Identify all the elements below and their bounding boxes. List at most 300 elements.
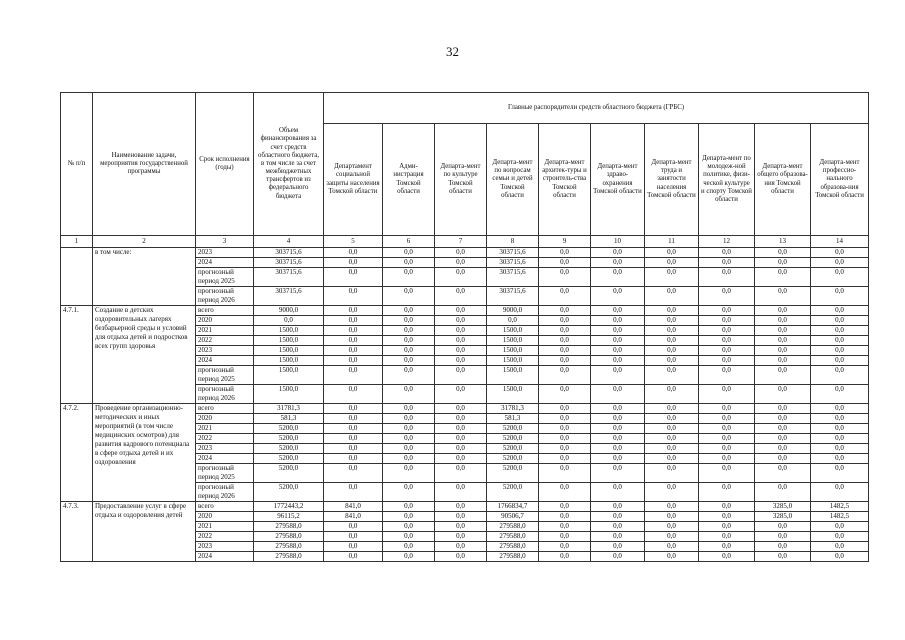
period-cell: 2023	[196, 542, 254, 552]
grbs-amount-cell: 0,0	[699, 316, 755, 326]
total-amount-cell: 1500,0	[254, 346, 324, 356]
grbs-amount-cell: 0,0	[591, 316, 645, 326]
grbs-amount-cell: 0,0	[435, 366, 487, 385]
grbs-amount-cell: 0,0	[699, 502, 755, 512]
grbs-amount-cell: 581,3	[487, 414, 539, 424]
grbs-amount-cell: 0,0	[539, 522, 591, 532]
grbs-amount-cell: 0,0	[645, 326, 699, 336]
grbs-amount-cell: 0,0	[591, 385, 645, 404]
grbs-amount-cell: 0,0	[435, 248, 487, 258]
grbs-amount-cell: 0,0	[645, 424, 699, 434]
grbs-amount-cell: 0,0	[755, 316, 811, 326]
grbs-amount-cell: 0,0	[539, 502, 591, 512]
column-number: 4	[254, 236, 324, 248]
grbs-amount-cell: 0,0	[539, 424, 591, 434]
grbs-amount-cell: 0,0	[487, 316, 539, 326]
grbs-amount-cell: 0,0	[755, 522, 811, 532]
grbs-amount-cell: 0,0	[591, 326, 645, 336]
item-number	[61, 248, 93, 306]
grbs-amount-cell: 0,0	[324, 268, 383, 287]
grbs-amount-cell: 0,0	[324, 258, 383, 268]
column-number: 13	[755, 236, 811, 248]
column-number: 6	[383, 236, 435, 248]
period-cell: 2022	[196, 434, 254, 444]
period-cell: 2024	[196, 454, 254, 464]
column-number: 12	[699, 236, 755, 248]
grbs-amount-cell: 0,0	[539, 454, 591, 464]
grbs-amount-cell: 0,0	[539, 316, 591, 326]
period-cell: прогнозный период 2026	[196, 287, 254, 306]
grbs-amount-cell: 0,0	[645, 366, 699, 385]
item-number: 4.7.1.	[61, 306, 93, 404]
item-name: Проведение организационно-методических и иных мероприятий (в том числе медицинских осмотров) для развития кадрового потенциала в сфере отдыха детей и их оздоровления	[93, 404, 196, 502]
table-row	[61, 502, 869, 512]
header-grbs: Департа-мент труда и занятости населения Томской области	[645, 124, 699, 236]
grbs-amount-cell: 1500,0	[487, 336, 539, 346]
grbs-amount-cell: 303715,6	[487, 287, 539, 306]
grbs-amount-cell: 0,0	[811, 414, 869, 424]
grbs-amount-cell: 0,0	[645, 306, 699, 316]
grbs-amount-cell: 0,0	[539, 552, 591, 562]
grbs-amount-cell: 0,0	[591, 346, 645, 356]
grbs-amount-cell: 0,0	[811, 306, 869, 316]
grbs-amount-cell: 1482,5	[811, 512, 869, 522]
column-number: 2	[93, 236, 196, 248]
grbs-amount-cell: 841,0	[324, 512, 383, 522]
grbs-amount-cell: 0,0	[755, 346, 811, 356]
header-grbs: Департа-мент по культуре Томской области	[435, 124, 487, 236]
item-name: Создание в детских оздоровительных лагерях безбарьерной среды и условий для отдыха детей и подростков всех групп здоровья	[93, 306, 196, 404]
grbs-amount-cell: 0,0	[591, 434, 645, 444]
grbs-amount-cell: 1500,0	[487, 346, 539, 356]
period-cell: 2024	[196, 258, 254, 268]
grbs-amount-cell: 0,0	[699, 268, 755, 287]
header-grbs-group: Главные распорядители средств областного бюджета (ГРБС)	[324, 93, 869, 124]
grbs-amount-cell: 0,0	[324, 483, 383, 502]
grbs-amount-cell: 0,0	[755, 532, 811, 542]
grbs-amount-cell: 0,0	[435, 414, 487, 424]
grbs-amount-cell: 0,0	[591, 336, 645, 346]
grbs-amount-cell: 9000,0	[487, 306, 539, 316]
total-amount-cell: 303715,6	[254, 268, 324, 287]
grbs-amount-cell: 0,0	[435, 552, 487, 562]
header-grbs: Адми-нистрация Томской области	[383, 124, 435, 236]
header-term: Срок исполнения (годы)	[196, 93, 254, 236]
grbs-amount-cell: 0,0	[811, 464, 869, 483]
period-cell: 2021	[196, 522, 254, 532]
grbs-amount-cell: 0,0	[645, 316, 699, 326]
header-grbs: Департа-мент по вопросам семьи и детей Томской области	[487, 124, 539, 236]
grbs-amount-cell: 0,0	[383, 542, 435, 552]
grbs-amount-cell: 0,0	[755, 385, 811, 404]
grbs-amount-cell: 0,0	[755, 268, 811, 287]
grbs-amount-cell: 0,0	[435, 336, 487, 346]
grbs-amount-cell: 0,0	[324, 287, 383, 306]
grbs-amount-cell: 0,0	[699, 306, 755, 316]
grbs-amount-cell: 0,0	[383, 385, 435, 404]
grbs-amount-cell: 0,0	[811, 248, 869, 258]
total-amount-cell: 96115,2	[254, 512, 324, 522]
grbs-amount-cell: 0,0	[699, 483, 755, 502]
grbs-amount-cell: 0,0	[591, 366, 645, 385]
total-amount-cell: 5200,0	[254, 444, 324, 454]
grbs-amount-cell: 0,0	[435, 542, 487, 552]
grbs-amount-cell: 0,0	[699, 258, 755, 268]
grbs-amount-cell: 0,0	[539, 287, 591, 306]
grbs-amount-cell: 0,0	[811, 336, 869, 346]
grbs-amount-cell: 0,0	[699, 454, 755, 464]
total-amount-cell: 5200,0	[254, 434, 324, 444]
grbs-amount-cell: 0,0	[811, 424, 869, 434]
grbs-amount-cell: 0,0	[699, 532, 755, 542]
grbs-amount-cell: 0,0	[645, 336, 699, 346]
page-number: 32	[446, 44, 459, 59]
grbs-amount-cell: 0,0	[811, 356, 869, 366]
header-grbs: Департа-мент здраво-охранения Томской области	[591, 124, 645, 236]
grbs-amount-cell: 0,0	[435, 454, 487, 464]
header-volume: Объем финансирования за счет средств областного бюджета, в том числе за счет межбюджетных трансфертов из федерального бюджета	[254, 93, 324, 236]
grbs-amount-cell: 0,0	[383, 336, 435, 346]
grbs-amount-cell: 0,0	[755, 454, 811, 464]
grbs-amount-cell: 0,0	[755, 444, 811, 454]
grbs-amount-cell: 1482,5	[811, 502, 869, 512]
grbs-amount-cell: 0,0	[591, 287, 645, 306]
grbs-amount-cell: 0,0	[324, 366, 383, 385]
grbs-amount-cell: 0,0	[811, 326, 869, 336]
grbs-amount-cell: 0,0	[645, 385, 699, 404]
total-amount-cell: 279588,0	[254, 542, 324, 552]
grbs-amount-cell: 0,0	[435, 268, 487, 287]
grbs-amount-cell: 0,0	[539, 366, 591, 385]
period-cell: 2024	[196, 552, 254, 562]
period-cell: 2021	[196, 424, 254, 434]
total-amount-cell: 1500,0	[254, 356, 324, 366]
grbs-amount-cell: 0,0	[539, 326, 591, 336]
grbs-amount-cell: 3285,0	[755, 502, 811, 512]
grbs-amount-cell: 0,0	[591, 464, 645, 483]
column-number: 8	[487, 236, 539, 248]
grbs-amount-cell: 3285,0	[755, 512, 811, 522]
table-body	[61, 248, 869, 562]
grbs-amount-cell: 0,0	[591, 542, 645, 552]
grbs-amount-cell: 0,0	[539, 483, 591, 502]
period-cell: всего	[196, 306, 254, 316]
grbs-amount-cell: 0,0	[645, 356, 699, 366]
total-amount-cell: 279588,0	[254, 532, 324, 542]
grbs-amount-cell: 0,0	[591, 356, 645, 366]
grbs-amount-cell: 0,0	[811, 522, 869, 532]
column-number: 5	[324, 236, 383, 248]
grbs-amount-cell: 0,0	[435, 385, 487, 404]
grbs-amount-cell: 0,0	[539, 464, 591, 483]
grbs-amount-cell: 0,0	[645, 444, 699, 454]
grbs-amount-cell: 1500,0	[487, 356, 539, 366]
grbs-amount-cell: 0,0	[811, 316, 869, 326]
column-number: 10	[591, 236, 645, 248]
grbs-amount-cell: 0,0	[699, 424, 755, 434]
grbs-amount-cell: 0,0	[383, 248, 435, 258]
grbs-amount-cell: 0,0	[383, 346, 435, 356]
grbs-amount-cell: 0,0	[811, 542, 869, 552]
grbs-amount-cell: 0,0	[324, 434, 383, 444]
grbs-amount-cell: 31781,3	[487, 404, 539, 414]
grbs-amount-cell: 0,0	[811, 385, 869, 404]
total-amount-cell: 9000,0	[254, 306, 324, 316]
header-grbs: Департа-мент по молодеж-ной политике, физи-ческой культуре и спорту Томской области	[699, 124, 755, 236]
grbs-amount-cell: 0,0	[699, 552, 755, 562]
grbs-amount-cell: 0,0	[383, 522, 435, 532]
grbs-amount-cell: 0,0	[755, 542, 811, 552]
grbs-amount-cell: 5200,0	[487, 434, 539, 444]
grbs-amount-cell: 0,0	[383, 464, 435, 483]
grbs-amount-cell: 0,0	[591, 512, 645, 522]
grbs-amount-cell: 0,0	[645, 502, 699, 512]
grbs-amount-cell: 0,0	[324, 464, 383, 483]
grbs-amount-cell: 0,0	[591, 414, 645, 424]
grbs-amount-cell: 0,0	[755, 552, 811, 562]
grbs-amount-cell: 1500,0	[487, 326, 539, 336]
grbs-amount-cell: 0,0	[539, 414, 591, 424]
grbs-amount-cell: 1500,0	[487, 366, 539, 385]
period-cell: 2021	[196, 326, 254, 336]
period-cell: прогнозный период 2025	[196, 268, 254, 287]
grbs-amount-cell: 0,0	[811, 552, 869, 562]
grbs-amount-cell: 0,0	[645, 464, 699, 483]
grbs-amount-cell: 5200,0	[487, 444, 539, 454]
grbs-amount-cell: 0,0	[435, 444, 487, 454]
grbs-amount-cell: 0,0	[591, 404, 645, 414]
grbs-amount-cell: 841,0	[324, 502, 383, 512]
total-amount-cell: 5200,0	[254, 483, 324, 502]
grbs-amount-cell: 0,0	[591, 532, 645, 542]
total-amount-cell: 303715,6	[254, 287, 324, 306]
grbs-amount-cell: 0,0	[755, 326, 811, 336]
grbs-amount-cell: 0,0	[591, 454, 645, 464]
column-number: 3	[196, 236, 254, 248]
grbs-amount-cell: 0,0	[539, 356, 591, 366]
grbs-amount-cell: 0,0	[539, 385, 591, 404]
grbs-amount-cell: 0,0	[755, 414, 811, 424]
grbs-amount-cell: 0,0	[699, 522, 755, 532]
grbs-amount-cell: 0,0	[811, 454, 869, 464]
grbs-amount-cell: 0,0	[324, 552, 383, 562]
grbs-amount-cell: 0,0	[755, 483, 811, 502]
grbs-amount-cell: 0,0	[435, 522, 487, 532]
period-cell: 2022	[196, 532, 254, 542]
period-cell: 2024	[196, 356, 254, 366]
grbs-amount-cell: 0,0	[383, 326, 435, 336]
grbs-amount-cell: 0,0	[699, 366, 755, 385]
grbs-amount-cell: 0,0	[645, 483, 699, 502]
grbs-amount-cell: 0,0	[645, 512, 699, 522]
grbs-amount-cell: 0,0	[324, 444, 383, 454]
total-amount-cell: 5200,0	[254, 464, 324, 483]
grbs-amount-cell: 0,0	[383, 434, 435, 444]
grbs-amount-cell: 0,0	[811, 434, 869, 444]
table-row	[61, 404, 869, 414]
grbs-amount-cell: 0,0	[591, 522, 645, 532]
grbs-amount-cell: 0,0	[699, 287, 755, 306]
grbs-amount-cell: 0,0	[383, 287, 435, 306]
grbs-amount-cell: 0,0	[539, 444, 591, 454]
grbs-amount-cell: 0,0	[811, 532, 869, 542]
grbs-amount-cell: 0,0	[755, 336, 811, 346]
grbs-amount-cell: 0,0	[435, 306, 487, 316]
grbs-amount-cell: 0,0	[324, 248, 383, 258]
grbs-amount-cell: 0,0	[811, 404, 869, 414]
period-cell: прогнозный период 2025	[196, 464, 254, 483]
item-name: Предоставление услуг в сфере отдыха и оздоровления детей	[93, 502, 196, 562]
grbs-amount-cell: 0,0	[383, 444, 435, 454]
header-grbs: Департа-мент архитек-туры и строитель-ства Томской области	[539, 124, 591, 236]
grbs-amount-cell: 0,0	[539, 248, 591, 258]
grbs-amount-cell: 0,0	[435, 483, 487, 502]
grbs-amount-cell: 0,0	[645, 522, 699, 532]
grbs-amount-cell: 0,0	[811, 346, 869, 356]
period-cell: 2020	[196, 512, 254, 522]
grbs-amount-cell: 0,0	[324, 454, 383, 464]
grbs-amount-cell: 0,0	[324, 404, 383, 414]
grbs-amount-cell: 0,0	[645, 404, 699, 414]
period-cell: прогнозный период 2026	[196, 483, 254, 502]
grbs-amount-cell: 0,0	[539, 404, 591, 414]
grbs-amount-cell: 0,0	[811, 287, 869, 306]
grbs-amount-cell: 0,0	[324, 306, 383, 316]
grbs-amount-cell: 0,0	[755, 424, 811, 434]
table-row	[61, 248, 869, 258]
total-amount-cell: 303715,6	[254, 248, 324, 258]
grbs-amount-cell: 0,0	[383, 414, 435, 424]
grbs-amount-cell: 303715,6	[487, 248, 539, 258]
grbs-amount-cell: 0,0	[645, 542, 699, 552]
header-grbs: Департамент социальной защиты населения Томской области	[324, 124, 383, 236]
grbs-amount-cell: 0,0	[539, 346, 591, 356]
grbs-amount-cell: 0,0	[591, 424, 645, 434]
grbs-amount-cell: 0,0	[383, 502, 435, 512]
grbs-amount-cell: 1500,0	[487, 385, 539, 404]
period-cell: 2023	[196, 346, 254, 356]
grbs-amount-cell: 303715,6	[487, 268, 539, 287]
column-number: 7	[435, 236, 487, 248]
header-no: № п/п	[61, 93, 93, 236]
grbs-amount-cell: 0,0	[324, 424, 383, 434]
grbs-amount-cell: 0,0	[435, 356, 487, 366]
grbs-amount-cell: 0,0	[539, 306, 591, 316]
grbs-amount-cell: 0,0	[435, 287, 487, 306]
total-amount-cell: 1500,0	[254, 366, 324, 385]
total-amount-cell: 0,0	[254, 316, 324, 326]
grbs-amount-cell: 0,0	[699, 248, 755, 258]
period-cell: всего	[196, 502, 254, 512]
column-numbers-row	[61, 236, 869, 248]
grbs-amount-cell: 0,0	[383, 424, 435, 434]
grbs-amount-cell: 279588,0	[487, 552, 539, 562]
grbs-amount-cell: 279588,0	[487, 522, 539, 532]
grbs-amount-cell: 0,0	[755, 258, 811, 268]
total-amount-cell: 581,3	[254, 414, 324, 424]
table-row	[61, 306, 869, 316]
grbs-amount-cell: 0,0	[435, 512, 487, 522]
grbs-amount-cell: 0,0	[591, 306, 645, 316]
period-cell: прогнозный период 2025	[196, 366, 254, 385]
grbs-amount-cell: 0,0	[811, 366, 869, 385]
grbs-amount-cell: 0,0	[699, 326, 755, 336]
period-cell: 2023	[196, 248, 254, 258]
budget-table	[60, 92, 869, 562]
column-number: 9	[539, 236, 591, 248]
grbs-amount-cell: 0,0	[591, 248, 645, 258]
total-amount-cell: 5200,0	[254, 424, 324, 434]
period-cell: всего	[196, 404, 254, 414]
grbs-amount-cell: 0,0	[383, 356, 435, 366]
grbs-amount-cell: 0,0	[645, 552, 699, 562]
grbs-amount-cell: 0,0	[699, 336, 755, 346]
grbs-amount-cell: 90506,7	[487, 512, 539, 522]
period-cell: 2022	[196, 336, 254, 346]
period-cell: 2020	[196, 316, 254, 326]
header-name: Наименование задачи, мероприятия государственной программы	[93, 93, 196, 236]
grbs-amount-cell: 0,0	[645, 532, 699, 542]
grbs-amount-cell: 279588,0	[487, 532, 539, 542]
grbs-amount-cell: 0,0	[755, 434, 811, 444]
grbs-amount-cell: 0,0	[645, 248, 699, 258]
header-grbs: Департа-мент общего образова-ния Томской области	[755, 124, 811, 236]
grbs-amount-cell: 0,0	[435, 326, 487, 336]
grbs-amount-cell: 0,0	[324, 346, 383, 356]
total-amount-cell: 5200,0	[254, 454, 324, 464]
grbs-amount-cell: 0,0	[324, 385, 383, 404]
grbs-amount-cell: 0,0	[699, 512, 755, 522]
total-amount-cell: 279588,0	[254, 552, 324, 562]
grbs-amount-cell: 0,0	[591, 258, 645, 268]
grbs-amount-cell: 0,0	[645, 346, 699, 356]
total-amount-cell: 1772443,2	[254, 502, 324, 512]
grbs-amount-cell: 0,0	[539, 542, 591, 552]
grbs-amount-cell: 0,0	[645, 258, 699, 268]
grbs-amount-cell: 0,0	[699, 404, 755, 414]
grbs-amount-cell: 0,0	[539, 512, 591, 522]
grbs-amount-cell: 0,0	[435, 532, 487, 542]
grbs-amount-cell: 0,0	[699, 464, 755, 483]
grbs-amount-cell: 0,0	[435, 424, 487, 434]
grbs-amount-cell: 0,0	[591, 483, 645, 502]
grbs-amount-cell: 1766834,7	[487, 502, 539, 512]
grbs-amount-cell: 0,0	[645, 268, 699, 287]
item-number: 4.7.2.	[61, 404, 93, 502]
grbs-amount-cell: 0,0	[755, 287, 811, 306]
grbs-amount-cell: 0,0	[324, 336, 383, 346]
grbs-amount-cell: 0,0	[591, 502, 645, 512]
grbs-amount-cell: 0,0	[699, 434, 755, 444]
grbs-amount-cell: 303715,6	[487, 258, 539, 268]
grbs-amount-cell: 5200,0	[487, 464, 539, 483]
grbs-amount-cell: 0,0	[811, 258, 869, 268]
period-cell: 2020	[196, 414, 254, 424]
period-cell: прогнозный период 2026	[196, 385, 254, 404]
grbs-amount-cell: 0,0	[811, 268, 869, 287]
grbs-amount-cell: 0,0	[383, 404, 435, 414]
grbs-amount-cell: 0,0	[539, 336, 591, 346]
grbs-amount-cell: 0,0	[435, 346, 487, 356]
grbs-amount-cell: 0,0	[383, 552, 435, 562]
grbs-amount-cell: 0,0	[699, 444, 755, 454]
grbs-amount-cell: 0,0	[645, 434, 699, 444]
total-amount-cell: 31781,3	[254, 404, 324, 414]
grbs-amount-cell: 0,0	[383, 258, 435, 268]
grbs-amount-cell: 0,0	[699, 356, 755, 366]
grbs-amount-cell: 0,0	[591, 444, 645, 454]
grbs-amount-cell: 0,0	[324, 356, 383, 366]
